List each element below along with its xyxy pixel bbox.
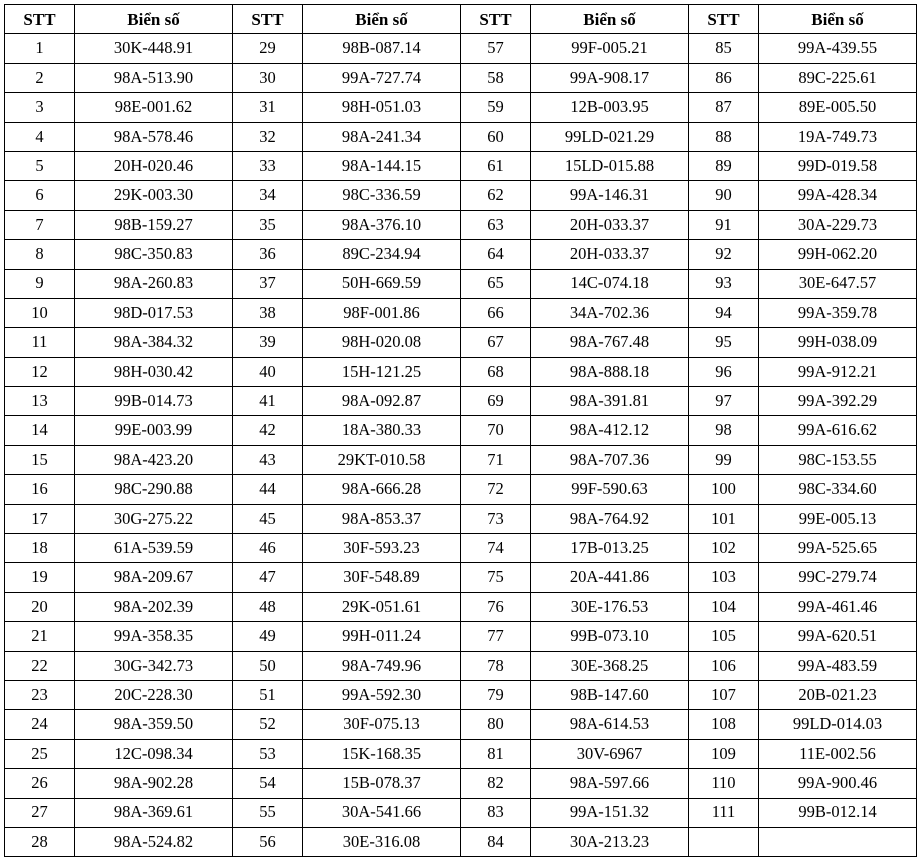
- cell-plate: 99LD-014.03: [759, 710, 917, 739]
- table-row: [5, 328, 917, 357]
- table-row: [5, 445, 917, 474]
- cell-stt: 111: [689, 798, 759, 827]
- cell-stt: 5: [5, 151, 75, 180]
- cell-plate: 98A-391.81: [531, 387, 689, 416]
- cell-stt: 77: [461, 622, 531, 651]
- cell-stt: 45: [233, 504, 303, 533]
- cell-stt: [689, 827, 759, 856]
- cell-plate: 15LD-015.88: [531, 151, 689, 180]
- cell-plate: 98C-153.55: [759, 445, 917, 474]
- cell-plate: 12B-003.95: [531, 93, 689, 122]
- cell-plate: 15K-168.35: [303, 739, 461, 768]
- cell-stt: 35: [233, 210, 303, 239]
- cell-plate: 20B-021.23: [759, 680, 917, 709]
- cell-stt: 32: [233, 122, 303, 151]
- cell-stt: 38: [233, 298, 303, 327]
- cell-plate: 98A-202.39: [75, 592, 233, 621]
- cell-plate: 29KT-010.58: [303, 445, 461, 474]
- cell-plate: 99C-279.74: [759, 563, 917, 592]
- cell-plate: 99A-620.51: [759, 622, 917, 651]
- cell-stt: 61: [461, 151, 531, 180]
- cell-plate: 34A-702.36: [531, 298, 689, 327]
- column-header-stt-1: STT: [5, 5, 75, 34]
- cell-stt: 51: [233, 680, 303, 709]
- cell-stt: 105: [689, 622, 759, 651]
- table-row: [5, 210, 917, 239]
- cell-plate: 99B-012.14: [759, 798, 917, 827]
- cell-plate: 98A-666.28: [303, 475, 461, 504]
- cell-plate: 99A-358.35: [75, 622, 233, 651]
- cell-plate: 98D-017.53: [75, 298, 233, 327]
- cell-plate: 30A-229.73: [759, 210, 917, 239]
- column-header-stt-3: STT: [461, 5, 531, 34]
- cell-plate: 30E-316.08: [303, 827, 461, 856]
- table-row: [5, 504, 917, 533]
- cell-stt: 106: [689, 651, 759, 680]
- cell-plate: 14C-074.18: [531, 269, 689, 298]
- cell-plate: 30E-176.53: [531, 592, 689, 621]
- cell-stt: 44: [233, 475, 303, 504]
- table-row: [5, 269, 917, 298]
- table-header: [5, 5, 917, 34]
- cell-stt: 102: [689, 534, 759, 563]
- cell-plate: 99F-590.63: [531, 475, 689, 504]
- cell-stt: 47: [233, 563, 303, 592]
- cell-stt: 9: [5, 269, 75, 298]
- cell-plate: 30V-6967: [531, 739, 689, 768]
- column-header-plate-4: Biển số: [759, 5, 917, 34]
- cell-plate: 98A-241.34: [303, 122, 461, 151]
- cell-stt: 50: [233, 651, 303, 680]
- cell-plate: 29K-003.30: [75, 181, 233, 210]
- cell-stt: 84: [461, 827, 531, 856]
- cell-plate: 50H-669.59: [303, 269, 461, 298]
- cell-plate: 98A-597.66: [531, 769, 689, 798]
- cell-stt: 43: [233, 445, 303, 474]
- cell-stt: 79: [461, 680, 531, 709]
- table-row: [5, 151, 917, 180]
- table-row: [5, 798, 917, 827]
- cell-stt: 28: [5, 827, 75, 856]
- cell-stt: 75: [461, 563, 531, 592]
- cell-plate: 20H-033.37: [531, 210, 689, 239]
- cell-plate: 99A-146.31: [531, 181, 689, 210]
- cell-plate: 98A-707.36: [531, 445, 689, 474]
- column-header-stt-4: STT: [689, 5, 759, 34]
- cell-plate: 99A-483.59: [759, 651, 917, 680]
- table-row: [5, 181, 917, 210]
- table-header-row: [5, 5, 917, 34]
- cell-plate: 99A-461.46: [759, 592, 917, 621]
- cell-stt: 109: [689, 739, 759, 768]
- cell-stt: 101: [689, 504, 759, 533]
- cell-plate: 99F-005.21: [531, 34, 689, 63]
- cell-stt: 53: [233, 739, 303, 768]
- cell-stt: 29: [233, 34, 303, 63]
- cell-plate: 30F-075.13: [303, 710, 461, 739]
- table-body: [5, 34, 917, 857]
- table-row: [5, 739, 917, 768]
- cell-stt: 54: [233, 769, 303, 798]
- cell-stt: 63: [461, 210, 531, 239]
- cell-stt: 95: [689, 328, 759, 357]
- cell-plate: 98E-001.62: [75, 93, 233, 122]
- cell-plate: 99A-727.74: [303, 63, 461, 92]
- table-row: [5, 93, 917, 122]
- cell-stt: 94: [689, 298, 759, 327]
- cell-stt: 17: [5, 504, 75, 533]
- cell-stt: 12: [5, 357, 75, 386]
- cell-stt: 98: [689, 416, 759, 445]
- cell-plate: 30E-368.25: [531, 651, 689, 680]
- cell-plate: 30G-342.73: [75, 651, 233, 680]
- cell-plate: 99H-062.20: [759, 240, 917, 269]
- cell-plate: 99B-073.10: [531, 622, 689, 651]
- cell-plate: 98A-144.15: [303, 151, 461, 180]
- cell-plate: 98F-001.86: [303, 298, 461, 327]
- table-row: [5, 769, 917, 798]
- cell-plate: 11E-002.56: [759, 739, 917, 768]
- cell-stt: 100: [689, 475, 759, 504]
- cell-stt: 59: [461, 93, 531, 122]
- table-row: [5, 63, 917, 92]
- cell-stt: 15: [5, 445, 75, 474]
- table-row: [5, 680, 917, 709]
- cell-stt: 39: [233, 328, 303, 357]
- cell-plate: 30K-448.91: [75, 34, 233, 63]
- cell-stt: 74: [461, 534, 531, 563]
- cell-stt: 60: [461, 122, 531, 151]
- cell-plate: 15H-121.25: [303, 357, 461, 386]
- table-row: [5, 651, 917, 680]
- table-row: [5, 34, 917, 63]
- cell-plate: 99A-439.55: [759, 34, 917, 63]
- cell-stt: 34: [233, 181, 303, 210]
- cell-plate: 98B-087.14: [303, 34, 461, 63]
- cell-stt: 13: [5, 387, 75, 416]
- cell-stt: 86: [689, 63, 759, 92]
- cell-plate: 98H-051.03: [303, 93, 461, 122]
- cell-plate: 98A-260.83: [75, 269, 233, 298]
- cell-stt: 30: [233, 63, 303, 92]
- cell-plate: 99H-011.24: [303, 622, 461, 651]
- cell-plate: 99A-616.62: [759, 416, 917, 445]
- cell-stt: 42: [233, 416, 303, 445]
- cell-stt: 97: [689, 387, 759, 416]
- cell-stt: 26: [5, 769, 75, 798]
- cell-plate: 98A-359.50: [75, 710, 233, 739]
- cell-plate: 99A-525.65: [759, 534, 917, 563]
- cell-plate: 98A-412.12: [531, 416, 689, 445]
- cell-stt: 78: [461, 651, 531, 680]
- cell-plate: 29K-051.61: [303, 592, 461, 621]
- cell-stt: 2: [5, 63, 75, 92]
- cell-plate: 99A-151.32: [531, 798, 689, 827]
- cell-stt: 67: [461, 328, 531, 357]
- cell-plate: [759, 827, 917, 856]
- cell-stt: 21: [5, 622, 75, 651]
- cell-plate: 98A-513.90: [75, 63, 233, 92]
- cell-plate: 98C-350.83: [75, 240, 233, 269]
- cell-stt: 104: [689, 592, 759, 621]
- cell-plate: 99A-392.29: [759, 387, 917, 416]
- column-header-plate-1: Biển số: [75, 5, 233, 34]
- cell-stt: 14: [5, 416, 75, 445]
- cell-stt: 66: [461, 298, 531, 327]
- table-row: [5, 122, 917, 151]
- cell-stt: 40: [233, 357, 303, 386]
- cell-stt: 62: [461, 181, 531, 210]
- cell-plate: 98A-369.61: [75, 798, 233, 827]
- cell-plate: 20C-228.30: [75, 680, 233, 709]
- cell-stt: 87: [689, 93, 759, 122]
- cell-stt: 92: [689, 240, 759, 269]
- cell-stt: 73: [461, 504, 531, 533]
- cell-plate: 99A-592.30: [303, 680, 461, 709]
- cell-stt: 24: [5, 710, 75, 739]
- cell-stt: 83: [461, 798, 531, 827]
- cell-stt: 37: [233, 269, 303, 298]
- cell-stt: 80: [461, 710, 531, 739]
- cell-plate: 99A-359.78: [759, 298, 917, 327]
- column-header-stt-2: STT: [233, 5, 303, 34]
- cell-plate: 99A-908.17: [531, 63, 689, 92]
- cell-stt: 91: [689, 210, 759, 239]
- cell-plate: 89C-225.61: [759, 63, 917, 92]
- cell-stt: 6: [5, 181, 75, 210]
- cell-plate: 30F-548.89: [303, 563, 461, 592]
- cell-stt: 57: [461, 34, 531, 63]
- cell-plate: 99A-912.21: [759, 357, 917, 386]
- column-header-plate-3: Biển số: [531, 5, 689, 34]
- cell-plate: 61A-539.59: [75, 534, 233, 563]
- table-row: [5, 592, 917, 621]
- table-row: [5, 387, 917, 416]
- cell-stt: 72: [461, 475, 531, 504]
- cell-stt: 3: [5, 93, 75, 122]
- cell-plate: 98C-336.59: [303, 181, 461, 210]
- license-plate-table: [4, 4, 917, 857]
- cell-plate: 98A-764.92: [531, 504, 689, 533]
- cell-plate: 98A-376.10: [303, 210, 461, 239]
- cell-stt: 16: [5, 475, 75, 504]
- cell-plate: 98A-209.67: [75, 563, 233, 592]
- cell-plate: 19A-749.73: [759, 122, 917, 151]
- cell-stt: 46: [233, 534, 303, 563]
- cell-plate: 17B-013.25: [531, 534, 689, 563]
- cell-plate: 30G-275.22: [75, 504, 233, 533]
- cell-plate: 15B-078.37: [303, 769, 461, 798]
- cell-plate: 98C-334.60: [759, 475, 917, 504]
- cell-stt: 76: [461, 592, 531, 621]
- cell-stt: 99: [689, 445, 759, 474]
- cell-plate: 98H-020.08: [303, 328, 461, 357]
- cell-stt: 69: [461, 387, 531, 416]
- table-row: [5, 240, 917, 269]
- cell-stt: 55: [233, 798, 303, 827]
- cell-stt: 22: [5, 651, 75, 680]
- cell-plate: 98C-290.88: [75, 475, 233, 504]
- cell-stt: 49: [233, 622, 303, 651]
- cell-stt: 81: [461, 739, 531, 768]
- cell-plate: 89C-234.94: [303, 240, 461, 269]
- cell-plate: 99E-003.99: [75, 416, 233, 445]
- cell-stt: 90: [689, 181, 759, 210]
- cell-plate: 30A-213.23: [531, 827, 689, 856]
- cell-plate: 98B-147.60: [531, 680, 689, 709]
- table-row: [5, 563, 917, 592]
- cell-plate: 98H-030.42: [75, 357, 233, 386]
- cell-stt: 27: [5, 798, 75, 827]
- table-row: [5, 357, 917, 386]
- cell-plate: 99A-900.46: [759, 769, 917, 798]
- cell-plate: 30E-647.57: [759, 269, 917, 298]
- cell-stt: 23: [5, 680, 75, 709]
- cell-plate: 30F-593.23: [303, 534, 461, 563]
- cell-stt: 41: [233, 387, 303, 416]
- cell-plate: 98A-749.96: [303, 651, 461, 680]
- cell-stt: 25: [5, 739, 75, 768]
- cell-stt: 8: [5, 240, 75, 269]
- table-row: [5, 416, 917, 445]
- cell-plate: 98A-578.46: [75, 122, 233, 151]
- cell-stt: 68: [461, 357, 531, 386]
- cell-plate: 98A-888.18: [531, 357, 689, 386]
- cell-stt: 11: [5, 328, 75, 357]
- cell-stt: 58: [461, 63, 531, 92]
- cell-stt: 93: [689, 269, 759, 298]
- cell-stt: 10: [5, 298, 75, 327]
- cell-stt: 52: [233, 710, 303, 739]
- cell-plate: 99D-019.58: [759, 151, 917, 180]
- cell-plate: 99LD-021.29: [531, 122, 689, 151]
- cell-stt: 85: [689, 34, 759, 63]
- cell-plate: 98A-092.87: [303, 387, 461, 416]
- cell-stt: 88: [689, 122, 759, 151]
- table-row: [5, 475, 917, 504]
- cell-stt: 48: [233, 592, 303, 621]
- cell-plate: 99B-014.73: [75, 387, 233, 416]
- cell-stt: 110: [689, 769, 759, 798]
- cell-plate: 98A-524.82: [75, 827, 233, 856]
- cell-stt: 71: [461, 445, 531, 474]
- cell-plate: 12C-098.34: [75, 739, 233, 768]
- cell-stt: 64: [461, 240, 531, 269]
- table-row: [5, 827, 917, 856]
- cell-stt: 65: [461, 269, 531, 298]
- cell-plate: 98A-614.53: [531, 710, 689, 739]
- cell-plate: 30A-541.66: [303, 798, 461, 827]
- cell-plate: 20H-033.37: [531, 240, 689, 269]
- cell-stt: 36: [233, 240, 303, 269]
- table-row: [5, 622, 917, 651]
- cell-plate: 20A-441.86: [531, 563, 689, 592]
- table-row: [5, 710, 917, 739]
- cell-plate: 18A-380.33: [303, 416, 461, 445]
- cell-stt: 31: [233, 93, 303, 122]
- cell-stt: 19: [5, 563, 75, 592]
- column-header-plate-2: Biển số: [303, 5, 461, 34]
- cell-plate: 99A-428.34: [759, 181, 917, 210]
- cell-stt: 96: [689, 357, 759, 386]
- cell-stt: 7: [5, 210, 75, 239]
- table-row: [5, 298, 917, 327]
- cell-stt: 89: [689, 151, 759, 180]
- cell-plate: 98A-423.20: [75, 445, 233, 474]
- cell-stt: 20: [5, 592, 75, 621]
- cell-stt: 70: [461, 416, 531, 445]
- cell-stt: 82: [461, 769, 531, 798]
- cell-stt: 108: [689, 710, 759, 739]
- cell-plate: 98A-853.37: [303, 504, 461, 533]
- cell-stt: 18: [5, 534, 75, 563]
- cell-stt: 33: [233, 151, 303, 180]
- cell-plate: 98A-767.48: [531, 328, 689, 357]
- table-row: [5, 534, 917, 563]
- cell-stt: 103: [689, 563, 759, 592]
- cell-plate: 89E-005.50: [759, 93, 917, 122]
- cell-stt: 1: [5, 34, 75, 63]
- cell-stt: 4: [5, 122, 75, 151]
- cell-stt: 107: [689, 680, 759, 709]
- cell-plate: 98A-902.28: [75, 769, 233, 798]
- cell-plate: 98A-384.32: [75, 328, 233, 357]
- cell-plate: 99H-038.09: [759, 328, 917, 357]
- cell-plate: 20H-020.46: [75, 151, 233, 180]
- cell-stt: 56: [233, 827, 303, 856]
- cell-plate: 98B-159.27: [75, 210, 233, 239]
- cell-plate: 99E-005.13: [759, 504, 917, 533]
